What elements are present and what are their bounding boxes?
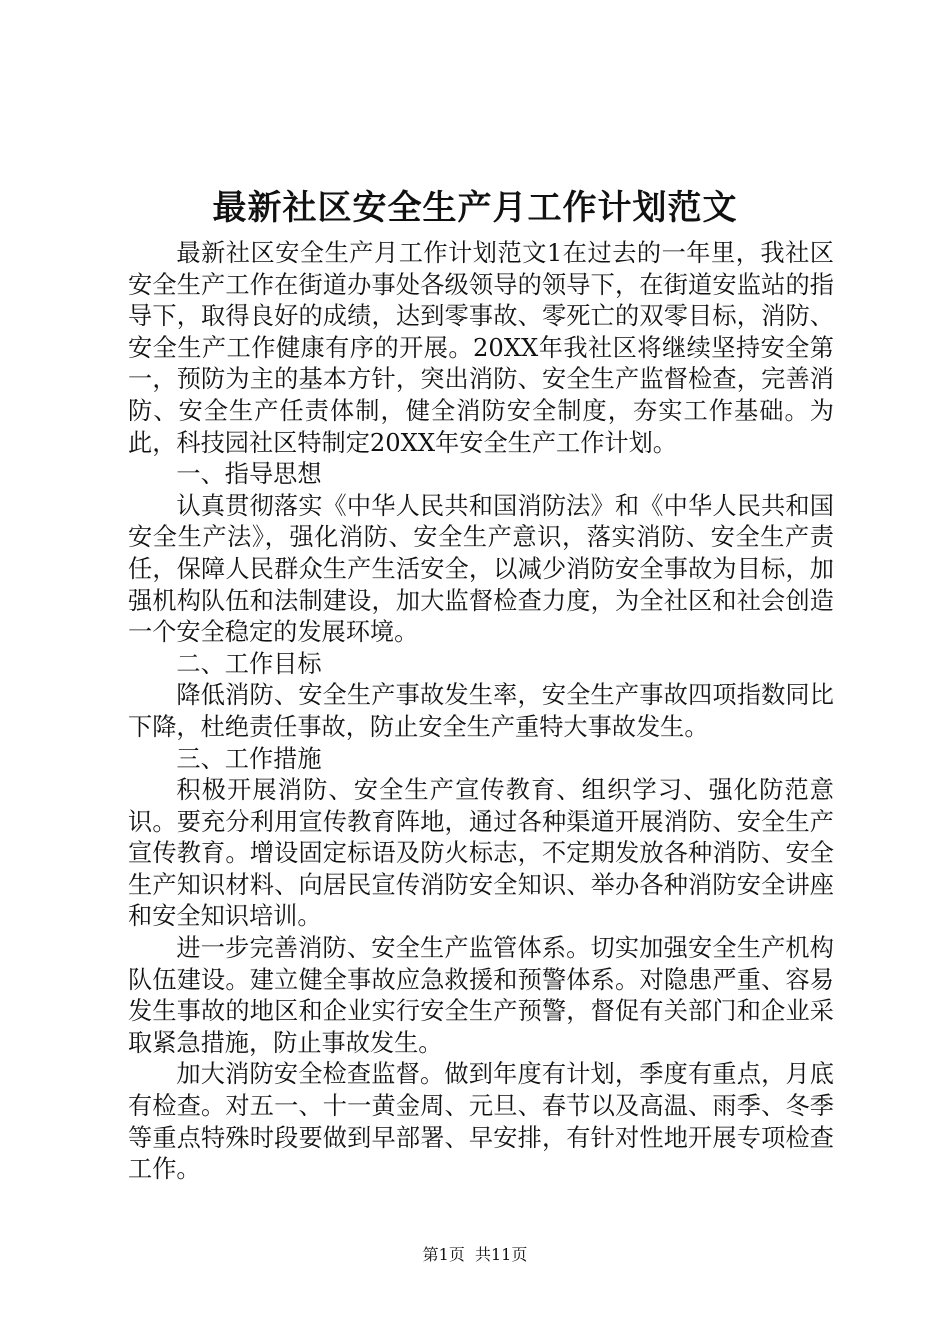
section-heading-work-goals: 二、工作目标 xyxy=(176,649,322,678)
work-goals-paragraph: 降低消防、安全生产事故发生率，安全生产事故四项指数同比下降，杜绝责任事故，防止安全生产重特大事故发生。 xyxy=(128,681,834,741)
guiding-ideology-paragraph: 认真贯彻落实《中华人民共和国消防法》和《中华人民共和国安全生产法》，强化消防、安全生产意识，落实消防、安全生产责任，保障人民群众生产生活安全，以减少消防安全事故为目标，加强机构队伍和法制建设，加大监督检查力度，为全社区和社会创造一个安全稳定的发展环境。 xyxy=(128,491,834,647)
measures-paragraph-publicity: 积极开展消防、安全生产宣传教育、组织学习、强化防范意识。要充分利用宣传教育阵地，通过各种渠道开展消防、安全生产宣传教育。增设固定标语及防火标志，不定期发放各种消防、安全生产知识材料、向居民宣传消防安全知识、举办各种消防安全讲座和安全知识培训。 xyxy=(128,776,834,931)
intro-paragraph: 最新社区安全生产月工作计划范文1在过去的一年里，我社区安全生产工作在街道办事处各级领导的领导下，在街道安监站的指导下，取得良好的成绩，达到零事故、零死亡的双零目标，消防、安全生产工作健康有序的开展。20XX年我社区将继续坚持安全第一，预防为主的基本方针，突出消防、安全生产监督检查，完善消防、安全生产任责体制，健全消防安全制度，夯实工作基础。为此，科技园社区特制定20XX年安全生产工作计划。 xyxy=(128,239,834,457)
measures-paragraph-supervision-system: 进一步完善消防、安全生产监管体系。切实加强安全生产机构队伍建设。建立健全事故应急救援和预警体系。对隐患严重、容易发生事故的地区和企业实行安全生产预警，督促有关部门和企业采取紧急措施，防止事故发生。 xyxy=(128,934,834,1057)
section-heading-guiding-ideology: 一、指导思想 xyxy=(176,460,322,489)
document-title: 最新社区安全生产月工作计划范文 xyxy=(212,188,738,228)
measures-paragraph-inspection: 加大消防安全检查监督。做到年度有计划，季度有重点，月底有检查。对五一、十一黄金周、元旦、春节以及高温、雨季、冬季等重点特殊时段要做到早部署、早安排，有针对性地开展专项检查工作。 xyxy=(128,1060,834,1184)
section-heading-work-measures: 三、工作措施 xyxy=(176,744,322,773)
page-number-footer: 第1页 共11页 xyxy=(422,1245,528,1264)
document-body xyxy=(128,238,834,1186)
